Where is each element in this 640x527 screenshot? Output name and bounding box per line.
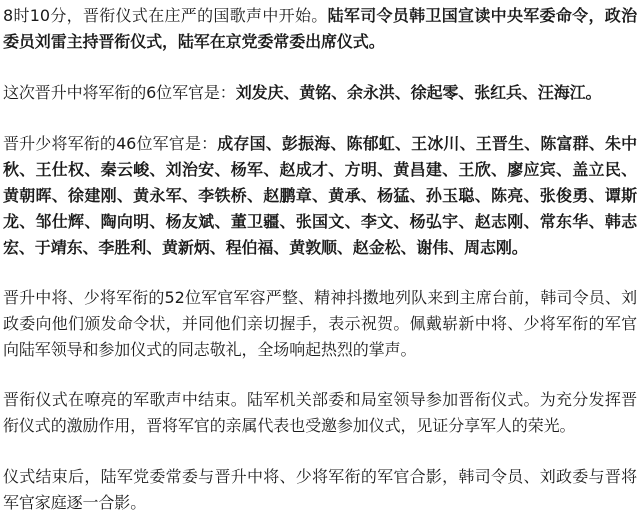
paragraph-text: 8时10分，晋衔仪式在庄严的国歌声中开始。 xyxy=(3,6,328,25)
paragraph-major-generals xyxy=(3,131,637,261)
paragraph-text: 晋衔仪式在嘹亮的军歌声中结束。陆军机关部委和局室领导参加晋衔仪式。为充分发挥晋衔仪式的激励作用，晋将军官的亲属代表也受邀参加仪式，见证分享军人的荣光。 xyxy=(3,390,637,435)
paragraph-text: 仪式结束后，陆军党委常委与晋升中将、少将军衔的军官合影，韩司令员、刘政委与晋将军官家庭逐一合影。 xyxy=(3,467,637,512)
paragraph-ceremony-end xyxy=(3,387,637,439)
paragraph-lieutenant-generals xyxy=(3,80,637,106)
paragraph-bold-text: 陆军司令员韩卫国宣读中央军委命令，政治委员刘雷主持晋衔仪式，陆军在京党委常委出席仪式。 xyxy=(3,6,637,51)
article-body xyxy=(3,0,637,516)
paragraph-text: 这次晋升中将军衔的6位军官是： xyxy=(3,83,236,102)
paragraph-ceremony-opening xyxy=(3,3,637,55)
paragraph-text: 晋升少将军衔的46位军官是： xyxy=(3,134,218,153)
paragraph-group-photo xyxy=(3,464,637,516)
paragraph-bold-names: 刘发庆、黄铭、余永洪、徐起零、张红兵、汪海江。 xyxy=(235,83,602,102)
paragraph-text: 晋升中将、少将军衔的52位军官军容严整、精神抖擞地列队来到主席台前，韩司令员、刘政委向他们颁发命令状，并同他们亲切握手，表示祝贺。佩戴崭新中将、少将军衔的军官向陆军领导和参加仪式的同志敬礼，全场响起热烈的掌声。 xyxy=(3,288,637,359)
paragraph-bold-names: 成存国、彭振海、陈郁虹、王冰川、王晋生、陈富群、朱中秋、王仕权、秦云峻、刘治安、杨军、赵成才、方明、黄昌建、王欣、廖应宾、盖立民、黄朝晖、徐建刚、黄永军、李铁桥、赵鹏章、黄承、杨猛、孙玉聪、陈亮、张俊勇、谭斯龙、邹仕辉、陶向明、杨友斌、董卫疆、张国文、李文、杨弘宇、赵志刚、常东华、韩志宏、于靖东、李胜利、黄新炳、程伯福、黄敦顺、赵金松、谢伟、周志刚。 xyxy=(3,134,637,257)
paragraph-award-ceremony xyxy=(3,285,637,363)
